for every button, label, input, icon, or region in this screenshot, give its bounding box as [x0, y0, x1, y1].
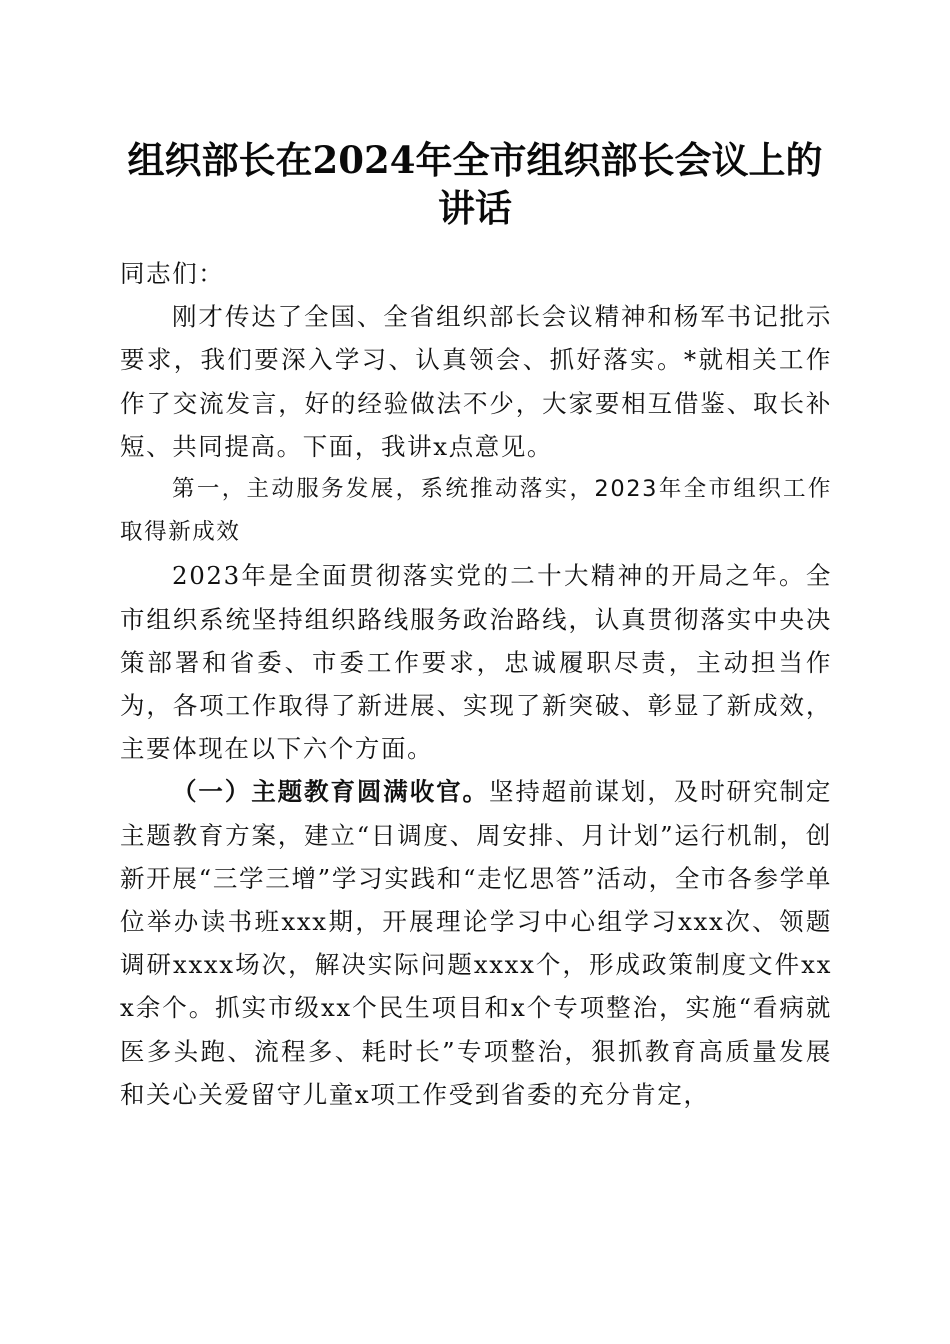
item-text: 坚持超前谋划，及时研究制定主题教育方案，建立“日调度、周安排、月计划”运行机制，创新开展“三学三增”学习实践和“走忆思答”活动，全市各参学单位举办读书班xxx期，开展理论学习中心组学习xxx次、领题调研xxxx场次，解决实际问题xxxx个，形成政策制度文件xxx余个。抓实市级xx个民生项目和x个专项整治，实施“看病就医多头跑、流程多、耗时长”专项整治，狠抓教育高质量发展和关心关爱留守儿童x项工作受到省委的充分肯定，: [120, 777, 832, 1109]
intro-paragraph: 刚才传达了全国、全省组织部长会议精神和杨军书记批示要求，我们要深入学习、认真领会、抓好落实。*就相关工作作了交流发言，好的经验做法不少，大家要相互借鉴、取长补短、共同提高。下面，我讲x点意见。: [120, 302, 832, 461]
salutation: 同志们：: [120, 259, 225, 288]
item-heading: （一）主题教育圆满收官。: [172, 777, 489, 807]
section-heading: 第一，主动服务发展，系统推动落实，2023年全市组织工作取得新成效: [120, 476, 832, 546]
document-title: 组织部长在2024年全市组织部长会议上的讲话: [127, 138, 823, 230]
section-paragraph: 2023年是全面贯彻落实党的二十大精神的开局之年。全市组织系统坚持组织路线服务政治路线，认真贯彻落实中央决策部署和省委、市委工作要求，忠诚履职尽责，主动担当作为，各项工作取得了新进展、实现了新突破、彰显了新成效，主要体现在以下六个方面。: [120, 561, 832, 764]
document-body: [120, 252, 832, 1116]
item-paragraph: [120, 770, 832, 1116]
